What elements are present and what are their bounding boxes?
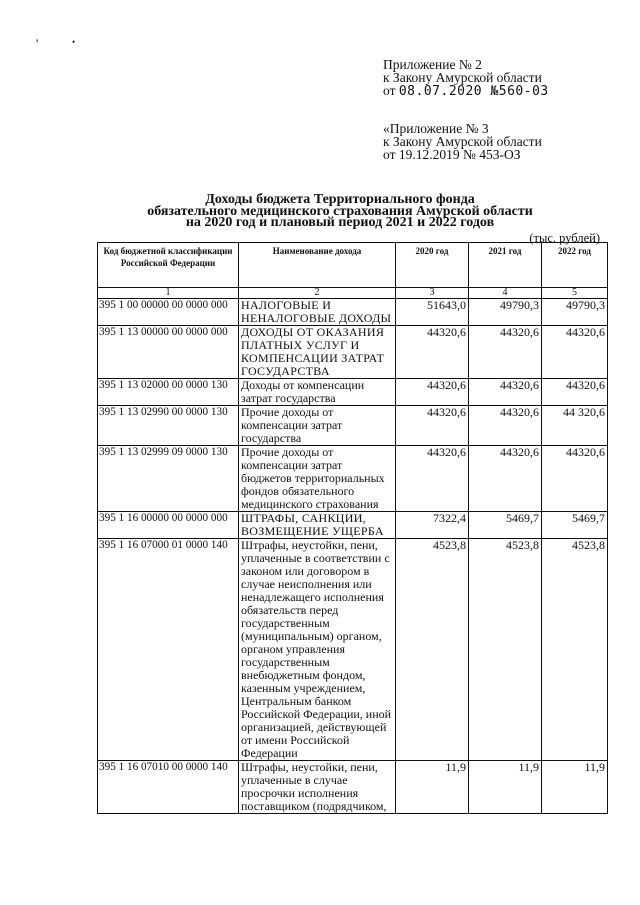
row-value-2021: 44320,6 — [469, 326, 542, 379]
table-header-row — [98, 243, 608, 288]
row-name: Доходы от компенсации затрат государства — [239, 379, 396, 406]
row-value-2022: 49790,3 — [542, 299, 608, 326]
table-row — [98, 446, 608, 512]
column-number: 4 — [469, 288, 542, 299]
table-row — [98, 761, 608, 814]
units-label: (тыс. рублей) — [529, 231, 600, 245]
row-value-2021: 11,9 — [469, 761, 542, 814]
row-code: 395 1 13 02990 00 0000 130 — [98, 406, 239, 446]
row-code: 395 1 16 07010 00 0000 140 — [98, 761, 239, 814]
row-code: 395 1 13 02999 09 0000 130 — [98, 446, 239, 512]
row-code: 395 1 16 00000 00 0000 000 — [98, 512, 239, 539]
row-value-2022: 11,9 — [542, 761, 608, 814]
row-value-2022: 4523,8 — [542, 539, 608, 761]
document-title — [120, 194, 560, 229]
row-name: Штрафы, неустойки, пени, уплаченные в соответствии с законом или договором в случае неисполнения или ненадлежащего исполнения обязательств перед государственным (муниципальным) органом, органом управления государственным внебюджетным фондом, казенным учреждением, Центральным банком Российской Федерации, иной организацией, действующей от имени Российской Федерации — [239, 539, 396, 761]
column-number: 5 — [542, 288, 608, 299]
table-row — [98, 379, 608, 406]
corner-dot-mark: • — [72, 37, 76, 47]
row-code: 395 1 13 02000 00 0000 130 — [98, 379, 239, 406]
annex-prev-number: «Приложение № 3 — [383, 121, 489, 136]
annex-header-previous — [383, 122, 542, 161]
row-name: Штрафы, неустойки, пени, уплаченные в случае просрочки исполнения поставщиком (подрядчиком, — [239, 761, 396, 814]
income-table — [97, 242, 608, 814]
row-value-2020: 11,9 — [396, 761, 469, 814]
table-row — [98, 539, 608, 761]
column-number: 2 — [239, 288, 396, 299]
annex-prev-date: от 19.12.2019 № 453-ОЗ — [383, 147, 521, 162]
table-row — [98, 299, 608, 326]
table-row — [98, 512, 608, 539]
row-value-2022: 44320,6 — [542, 379, 608, 406]
row-value-2022: 44320,6 — [542, 326, 608, 379]
row-value-2021: 44320,6 — [469, 406, 542, 446]
annex-prev-law-ref: к Закону Амурской области — [383, 134, 542, 149]
row-name: ДОХОДЫ ОТ ОКАЗАНИЯ ПЛАТНЫХ УСЛУГ И КОМПЕНСАЦИИ ЗАТРАТ ГОСУДАРСТВА — [239, 326, 396, 379]
header-name: Наименование дохода — [239, 243, 396, 288]
row-value-2020: 44320,6 — [396, 406, 469, 446]
annex-date-prefix: от — [383, 83, 396, 98]
header-2020: 2020 год — [396, 243, 469, 288]
row-value-2020: 44320,6 — [396, 446, 469, 512]
row-name: Прочие доходы от компенсации затрат бюджетов территориальных фондов обязательного медицинского страхования — [239, 446, 396, 512]
row-value-2022: 5469,7 — [542, 512, 608, 539]
row-value-2022: 44320,6 — [542, 446, 608, 512]
title-line-1: Доходы бюджета Территориального фонда — [205, 192, 475, 207]
title-line-2: обязательного медицинского страхования Амурской области — [147, 203, 533, 219]
row-value-2021: 44320,6 — [469, 446, 542, 512]
row-value-2022: 44 320,6 — [542, 406, 608, 446]
row-value-2020: 44320,6 — [396, 326, 469, 379]
table-row — [98, 406, 608, 446]
row-code: 395 1 00 00000 00 0000 000 — [98, 299, 239, 326]
row-value-2020: 7322,4 — [396, 512, 469, 539]
row-value-2021: 44320,6 — [469, 379, 542, 406]
column-number: 3 — [396, 288, 469, 299]
title-line-3: на 2020 год и плановый период 2021 и 2022 годов — [185, 215, 495, 230]
row-name: Прочие доходы от компенсации затрат государства — [239, 406, 396, 446]
row-value-2021: 4523,8 — [469, 539, 542, 761]
row-name: ШТРАФЫ, САНКЦИИ, ВОЗМЕЩЕНИЕ УЩЕРБА — [239, 512, 396, 539]
annex-date-line — [383, 84, 549, 98]
row-value-2020: 51643,0 — [396, 299, 469, 326]
header-code: Код бюджетной классификации Российской Федерации — [98, 243, 239, 288]
row-value-2020: 4523,8 — [396, 539, 469, 761]
annex-law-ref: к Закону Амурской области — [383, 70, 542, 85]
table-row — [98, 326, 608, 379]
column-number: 1 — [98, 288, 239, 299]
header-2021: 2021 год — [469, 243, 542, 288]
header-2022: 2022 год — [542, 243, 608, 288]
row-value-2021: 49790,3 — [469, 299, 542, 326]
row-code: 395 1 16 07000 01 0000 140 — [98, 539, 239, 761]
row-code: 395 1 13 00000 00 0000 000 — [98, 326, 239, 379]
annex-number: Приложение № 2 — [383, 57, 482, 72]
row-value-2021: 5469,7 — [469, 512, 542, 539]
row-value-2020: 44320,6 — [396, 379, 469, 406]
annex-header-current — [383, 58, 549, 98]
handwritten-date-number: 08.07.2020 №560-03 — [398, 84, 549, 99]
row-name: НАЛОГОВЫЕ И НЕНАЛОГОВЫЕ ДОХОДЫ — [239, 299, 396, 326]
corner-tick-mark: ' — [36, 36, 39, 51]
column-number-row — [98, 288, 608, 299]
